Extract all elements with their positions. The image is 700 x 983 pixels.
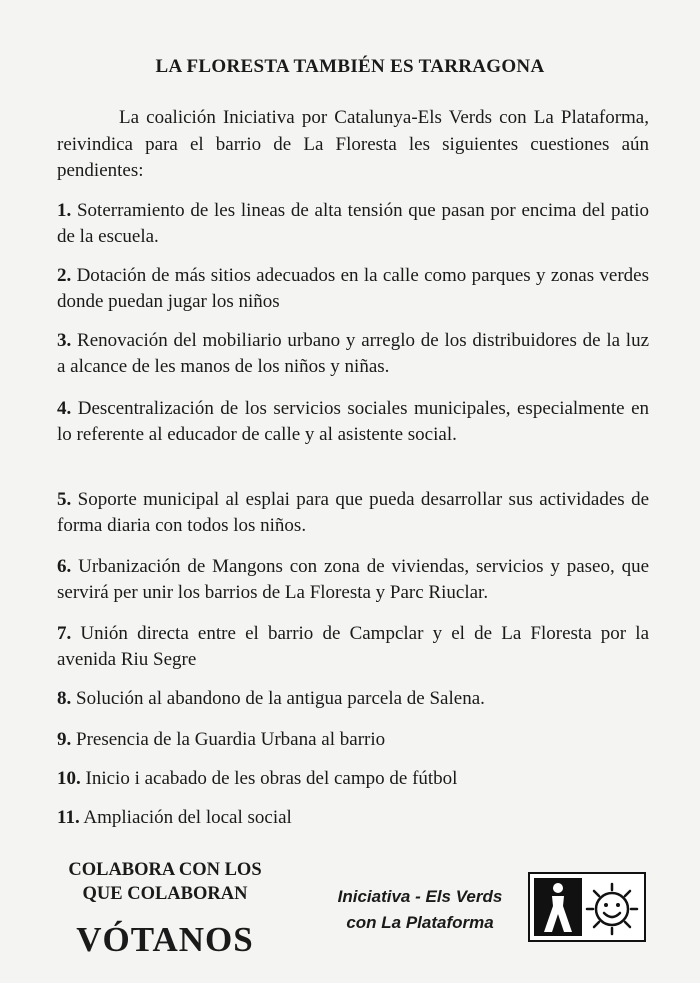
item-text: Ampliación del local social: [83, 807, 292, 828]
item-number: 2.: [57, 265, 72, 286]
item-text: Urbanización de Mangons con zona de viviendas, servicios y paseo, que servirá per unir los barrios de La Floresta y Parc Riuclar.: [57, 556, 650, 603]
list-item: [57, 328, 649, 380]
slogan-line-1: COLABORA CON LOS: [68, 860, 262, 880]
party-logo: [528, 872, 646, 942]
item-number: 11.: [57, 807, 80, 828]
list-item: [57, 805, 649, 831]
item-text: Presencia de la Guardia Urbana al barrio: [76, 729, 386, 750]
item-text: Dotación de más sitios adecuados en la calle como parques y zonas verdes donde puedan jugar los niños: [57, 265, 649, 312]
list-item: [57, 766, 649, 792]
item-text: Descentralización de los servicios sociales municipales, especialmente en lo referente al educador de calle y al asistente social.: [57, 398, 650, 445]
slogan-line-2: QUE COLABORAN: [82, 884, 248, 904]
item-number: 5.: [57, 489, 72, 510]
list-item: [57, 554, 649, 606]
item-text: Inicio i acabado de les obras del campo de fútbol: [85, 768, 458, 789]
party-name: [300, 884, 540, 936]
list-item: [57, 487, 649, 539]
list-item: [57, 727, 649, 753]
item-text: Soporte municipal al esplai para que pueda desarrollar sus actividades de forma diaria con todos los niños.: [57, 489, 650, 536]
item-number: 10.: [57, 768, 81, 789]
item-text: Unión directa entre el barrio de Campclar y el de La Floresta por la avenida Riu Segre: [57, 623, 649, 670]
item-number: 6.: [57, 556, 72, 577]
item-number: 1.: [57, 200, 72, 221]
item-number: 4.: [57, 398, 72, 419]
footer-slogan: [40, 858, 290, 906]
list-item: [57, 198, 649, 250]
item-text: Solución al abandono de la antigua parcela de Salena.: [76, 688, 485, 709]
list-item: [57, 686, 649, 712]
list-item: [57, 263, 649, 315]
party-line-1: Iniciativa - Els Verds: [337, 887, 503, 906]
intro-paragraph: La coalición Iniciativa por Catalunya-Els Verds con La Plataforma, reivindica para el barrio de La Floresta les siguientes cuestiones aún pendientes:: [57, 107, 649, 181]
logo-icon: [530, 874, 644, 940]
item-number: 3.: [57, 330, 72, 351]
list-item: [57, 396, 649, 448]
item-number: 9.: [57, 729, 72, 750]
list-item: [57, 621, 649, 673]
vote-call: VÓTANOS: [76, 920, 254, 959]
item-text: Soterramiento de les lineas de alta tensión que pasan por encima del patio de la escuela.: [57, 200, 649, 247]
page-title: LA FLORESTA TAMBIÉN ES TARRAGONA: [155, 56, 545, 77]
item-text: Renovación del mobiliario urbano y arreglo de los distribuidores de la luz a alcance de les manos de los niños y niñas.: [57, 330, 649, 377]
item-number: 7.: [57, 623, 72, 644]
item-number: 8.: [57, 688, 72, 709]
party-line-2: con La Plataforma: [346, 913, 494, 932]
